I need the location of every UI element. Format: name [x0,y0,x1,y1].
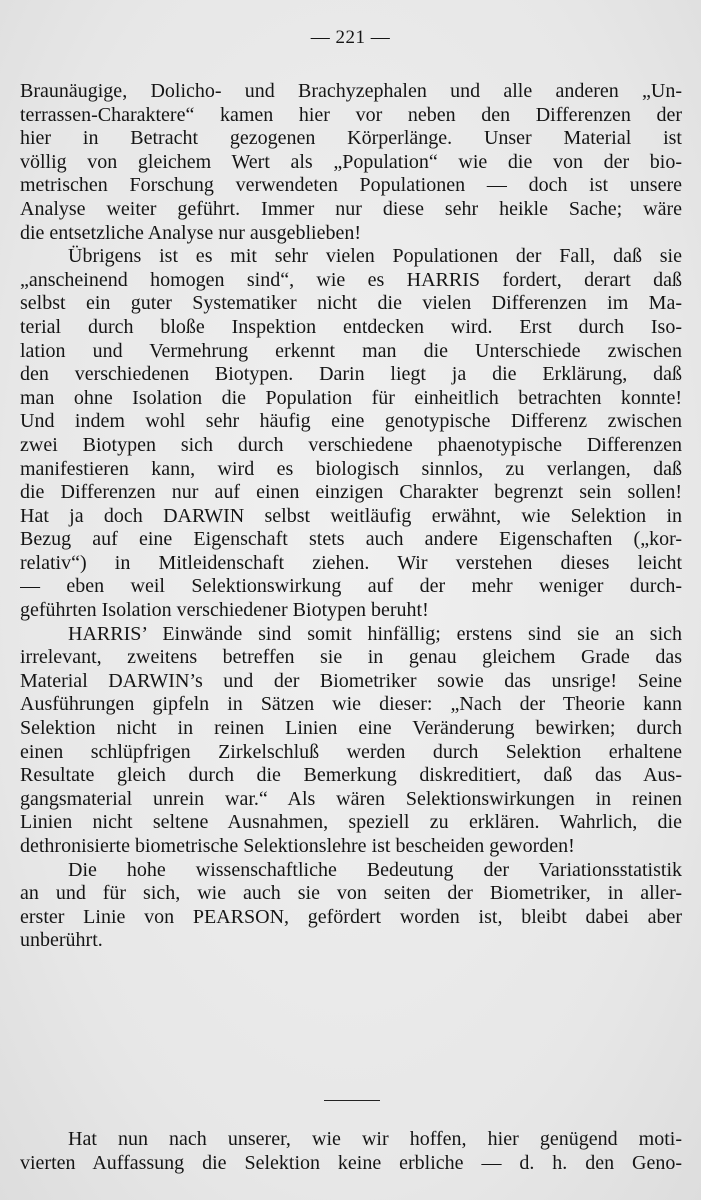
text-line: Braunäugige, Dolicho- und Brachyzephalen und alle anderen „Un- [20,80,682,102]
text-line: dethronisierte biometrische Selektionslehre ist bescheiden geworden! [20,835,575,857]
text-line: erster Linie von PEARSON, gefördert worden ist, bleibt dabei aber [20,905,682,928]
page-number: — 221 — [310,27,391,48]
text-line: einen schlüpfrigen Zirkelschluß werden durch Selektion erhaltene [20,740,682,763]
paragraph-1 [20,80,682,245]
paragraph-2 [20,245,682,623]
text-line: Die hohe wissenschaftliche Bedeutung der Variationsstatistik [68,858,682,881]
text-line: zwei Biotypen sich durch verschiedene phaenotypische Differenzen [20,433,682,456]
paragraph-4 [20,859,682,953]
text-line: terrassen-Charaktere“ kamen hier vor neben den Differenzen der [20,103,682,126]
text-line: den verschiedenen Biotypen. Darin liegt ja die Erklärung, daß [20,363,682,386]
text-line: terial durch bloße Inspektion entdecken wird. Erst durch Iso- [20,315,682,338]
text-line: man ohne Isolation die Population für einheitlich betrachten konnte! [20,386,682,409]
text-line: Übrigens ist es mit sehr vielen Populationen der Fall, daß sie [68,245,682,268]
text-line: die entsetzliche Analyse nur ausgeblieben! [20,221,361,244]
text-line: geführten Isolation verschiedener Biotypen beruht! [20,599,429,622]
text-line: Ausführungen gipfeln in Sätzen wie dieser: „Nach der Theorie kann [20,693,682,716]
text-line: Hat ja doch DARWIN selbst weitläufig erwähnt, wie Selektion in [20,504,682,527]
text-line: unberührt. [20,929,103,952]
text-line: Selektion nicht in reinen Linien eine Veränderung bewirken; durch [20,717,682,740]
text-line: — eben weil Selektionswirkung auf der mehr weniger durch- [20,575,682,598]
text-line: lation und Vermehrung erkennt man die Unterschiede zwischen [20,339,682,362]
text-line: Linien nicht seltene Ausnahmen, speziell zu erklären. Wahrlich, die [20,811,682,834]
text-line: Resultate gleich durch die Bemerkung diskreditiert, daß das Aus- [20,764,682,787]
text-line: Bezug auf eine Eigenschaft stets auch andere Eigenschaften („kor- [20,528,682,551]
section-divider [324,1100,380,1101]
text-line: vierten Auffassung die Selektion keine erbliche — d. h. den Geno- [20,1151,682,1174]
text-line: irrelevant, zweitens betreffen sie in genau gleichem Grade das [20,646,682,669]
text-line: selbst ein guter Systematiker nicht die vielen Differenzen im Ma- [20,292,682,315]
text-line: die Differenzen nur auf einen einzigen Charakter begrenzt sein sollen! [20,481,682,504]
final-paragraph-block [20,1128,682,1175]
text-line: relativ“) in Mitleidenschaft ziehen. Wir verstehen dieses leicht [20,551,682,574]
text-line: völlig von gleichem Wert als „Population“ wie die von der bio- [20,150,682,173]
text-line: „anscheinend homogen sind“, wie es HARRIS fordert, derart daß [20,268,682,291]
paragraph-5 [20,1128,682,1175]
text-line: metrischen Forschung verwendeten Populationen — doch ist unsere [20,174,682,197]
paragraph-3 [20,623,682,859]
text-line: manifestieren kann, wird es biologisch sinnlos, zu verlangen, daß [20,457,682,480]
text-line: an und für sich, wie auch sie von seiten der Biometriker, in aller- [20,882,682,905]
text-line: HARRIS’ Einwände sind somit hinfällig; erstens sind sie an sich [68,622,682,645]
main-text [20,80,682,953]
text-line: hier in Betracht gezogenen Körperlänge. Unser Material ist [20,127,682,150]
text-line: Hat nun nach unserer, wie wir hoffen, hier genügend moti- [68,1128,682,1150]
text-line: Material DARWIN’s und der Biometriker sowie das unsrige! Seine [20,669,682,692]
text-line: Und indem wohl sehr häufig eine genotypische Differenz zwischen [20,410,682,433]
text-line: gangsmaterial unrein war.“ Als wären Selektionswirkungen in reinen [20,787,682,810]
text-line: Analyse weiter geführt. Immer nur diese sehr heikle Sache; wäre [20,197,682,220]
